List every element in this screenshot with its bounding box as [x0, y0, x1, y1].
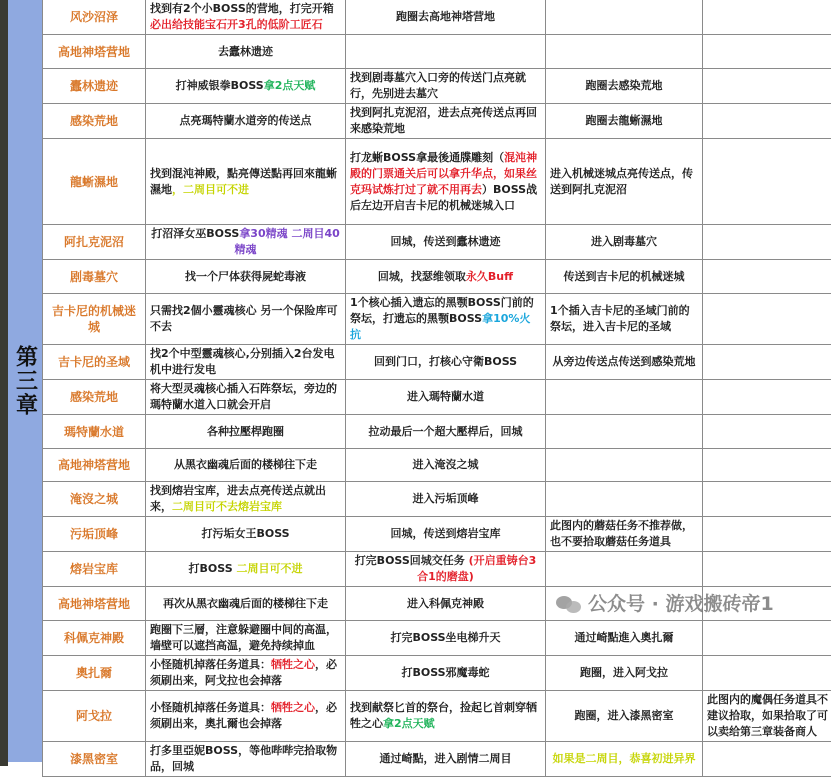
step-cell [546, 104, 703, 139]
location-cell: 吉卡尼的圣域 [43, 345, 146, 380]
location-cell: 高地神塔营地 [43, 587, 146, 621]
step-cell [703, 260, 831, 294]
location-cell: 阿戈拉 [43, 691, 146, 742]
highlight-text: 混沌神殿的门票通关后可以拿升华点，如果丝克玛试炼打过了就不用再去 [350, 151, 537, 196]
step-cell [146, 552, 346, 587]
step-cell [346, 552, 546, 587]
step-cell [703, 621, 831, 656]
highlight-text: 二周目可不去熔岩宝库 [172, 500, 282, 513]
step-cell [703, 104, 831, 139]
step-text: 进入淹沒之城 [413, 458, 479, 471]
step-text: 打龙蜥BOSS拿最後通牒雕刻（ [350, 151, 504, 164]
step-text: 打完BOSS坐电梯升天 [390, 631, 500, 644]
highlight-text: 如果是二周目，恭喜初进异界 [553, 752, 696, 765]
step-cell [546, 517, 703, 552]
highlight-text: 拿10%火抗 [350, 312, 530, 341]
step-text: 进入科佩克神殿 [407, 597, 484, 610]
step-text: 找到混沌神殿，點亮傳送點再回來龍蜥濕地 [150, 167, 337, 196]
step-text: 进入污垢顶峰 [413, 492, 479, 505]
step-text: 各种拉壓桿跑圈 [207, 425, 284, 438]
highlight-text: 永久Buff [466, 270, 513, 283]
table-row [43, 0, 831, 35]
step-text: 跑圈，进入阿戈拉 [580, 666, 668, 679]
table-row [43, 449, 831, 482]
step-cell [146, 691, 346, 742]
step-cell [346, 260, 546, 294]
table-row [43, 415, 831, 449]
step-cell [146, 0, 346, 35]
location-cell: 奧扎爾 [43, 656, 146, 691]
step-text: 找到阿扎克泥沼，进去点亮传送点再回来感染荒地 [350, 106, 537, 135]
table-row [43, 69, 831, 104]
table-row [43, 225, 831, 260]
step-cell [703, 0, 831, 35]
highlight-text: 牺牲之心 [271, 701, 315, 714]
step-cell [146, 69, 346, 104]
location-cell: 吉卡尼的机械迷城 [43, 294, 146, 345]
step-cell [346, 415, 546, 449]
step-cell [703, 294, 831, 345]
step-cell [546, 225, 703, 260]
table-row [43, 517, 831, 552]
step-cell [703, 587, 831, 621]
step-text: 回到门口，打核心守衛BOSS [374, 355, 517, 368]
highlight-text: ，二周目可不进 [172, 183, 249, 196]
step-cell [346, 482, 546, 517]
step-cell [703, 552, 831, 587]
step-cell [346, 380, 546, 415]
step-cell [703, 482, 831, 517]
highlight-text: 拿30精魂 二周目40精魂 [235, 227, 340, 256]
table-row [43, 260, 831, 294]
step-cell [146, 294, 346, 345]
location-cell: 熔岩宝库 [43, 552, 146, 587]
table-row [43, 345, 831, 380]
step-cell [546, 139, 703, 225]
step-text: 点亮瑪特蘭水道旁的传送点 [180, 114, 312, 127]
location-cell: 高地神塔营地 [43, 35, 146, 69]
step-cell [703, 656, 831, 691]
step-cell [146, 260, 346, 294]
step-cell [346, 139, 546, 225]
wechat-icon [556, 594, 582, 614]
step-cell [546, 587, 703, 621]
left-edge-strip [0, 0, 8, 766]
location-cell: 龍蜥濕地 [43, 139, 146, 225]
step-cell [703, 415, 831, 449]
step-text: 小怪随机掉落任务道具： [150, 701, 271, 714]
table-row [43, 691, 831, 742]
location-cell: 感染荒地 [43, 380, 146, 415]
step-cell [346, 104, 546, 139]
location-cell: 阿扎克泥沼 [43, 225, 146, 260]
step-text: 此图内的魔偶任务道具不建议拾取，如果拾取了可以卖给第三章装备商人 [707, 693, 828, 738]
step-cell [546, 345, 703, 380]
table-row [43, 35, 831, 69]
step-cell [146, 104, 346, 139]
step-text: 跑圈去高地神塔营地 [396, 10, 495, 23]
step-text: 打沼泽女巫BOSS [151, 227, 239, 240]
step-cell [146, 225, 346, 260]
highlight-text: 拿2点天赋 [383, 717, 435, 730]
step-text: 打污垢女王BOSS [201, 527, 289, 540]
step-text: 找一个尸体获得屍蛇毒液 [185, 270, 306, 283]
step-text: 跑圈下三層，注意躲避圈中间的高温，墙壁可以遮挡高温，避免持续掉血 [150, 623, 337, 652]
table-row [43, 656, 831, 691]
chapter-label: 第三章 [10, 345, 41, 417]
chapter-label-cell [8, 0, 43, 762]
step-cell [546, 380, 703, 415]
step-cell [703, 345, 831, 380]
step-text: 从旁边传送点传送到感染荒地 [553, 355, 696, 368]
table-row [43, 482, 831, 517]
location-cell: 科佩克神殿 [43, 621, 146, 656]
step-cell [703, 225, 831, 260]
step-cell [346, 621, 546, 656]
step-cell [346, 449, 546, 482]
location-cell: 风沙沼泽 [43, 0, 146, 35]
step-cell [346, 294, 546, 345]
step-cell [146, 742, 346, 777]
step-text: 跑圈，进入漆黑密室 [575, 709, 674, 722]
location-cell: 高地神塔营地 [43, 449, 146, 482]
location-cell: 漆黑密室 [43, 742, 146, 777]
location-cell: 蠹林遗迹 [43, 69, 146, 104]
step-cell [546, 621, 703, 656]
step-cell [546, 691, 703, 742]
step-text: ，必须刷出来，奧扎爾也会掉落 [150, 701, 337, 730]
step-cell [346, 225, 546, 260]
step-text: 将大型灵魂核心插入石阵祭坛，旁边的瑪特蘭水道入口就会开启 [150, 382, 337, 411]
step-text: 从黑衣幽魂后面的楼梯往下走 [174, 458, 317, 471]
step-cell [546, 294, 703, 345]
step-cell [546, 742, 703, 777]
step-text: 找到有2个小BOSS的营地，打完开箱 [150, 2, 334, 15]
step-text: 回城，传送到蠹林遗迹 [391, 235, 501, 248]
step-cell [703, 742, 831, 777]
step-text: 传送到吉卡尼的机械迷城 [564, 270, 685, 283]
step-cell [146, 35, 346, 69]
step-cell [546, 482, 703, 517]
step-cell [146, 517, 346, 552]
step-cell [146, 380, 346, 415]
step-text: 进入瑪特蘭水道 [407, 390, 484, 403]
step-text: 找到献祭匕首的祭台，捡起匕首刺穿牺牲之心 [350, 701, 537, 730]
step-cell [546, 69, 703, 104]
step-cell [546, 656, 703, 691]
step-text: 打BOSS [189, 562, 237, 575]
step-cell [546, 260, 703, 294]
step-text: 进入剧毒墓穴 [591, 235, 657, 248]
step-text: 打多里亞妮BOSS，等他哔哔完拾取物品，回城 [150, 744, 337, 773]
table-row [43, 380, 831, 415]
step-cell [546, 35, 703, 69]
step-cell [146, 656, 346, 691]
step-text: 1个插入吉卡尼的圣域门前的祭坛，进入吉卡尼的圣域 [550, 304, 690, 333]
step-cell [146, 449, 346, 482]
table-row [43, 587, 831, 621]
table-row [43, 294, 831, 345]
step-cell [346, 691, 546, 742]
step-cell [346, 69, 546, 104]
location-cell: 污垢顶峰 [43, 517, 146, 552]
step-text: 打完BOSS回城交任务 [355, 554, 469, 567]
step-cell [146, 482, 346, 517]
step-text: 通过崎點進入奧扎爾 [575, 631, 674, 644]
step-cell [146, 139, 346, 225]
step-cell [546, 552, 703, 587]
step-cell [703, 449, 831, 482]
table-row [43, 742, 831, 777]
highlight-text: 牺牲之心 [271, 658, 315, 671]
step-text: 小怪随机掉落任务道具： [150, 658, 271, 671]
step-cell [346, 0, 546, 35]
step-cell [703, 517, 831, 552]
step-cell [703, 35, 831, 69]
location-cell: 感染荒地 [43, 104, 146, 139]
step-cell [703, 691, 831, 742]
watermark-text: 公众号 · 游戏搬砖帝1 [588, 593, 774, 615]
table-row [43, 621, 831, 656]
step-cell [546, 415, 703, 449]
step-cell [346, 517, 546, 552]
highlight-text: 必出给技能宝石开3孔的低阶工匠石 [150, 18, 323, 31]
location-cell: 淹沒之城 [43, 482, 146, 517]
highlight-text: (开启重铸台3合1的磨盘) [417, 554, 536, 583]
step-text: 再次从黑衣幽魂后面的楼梯往下走 [163, 597, 328, 610]
step-text: 找到熔岩宝库，进去点亮传送点就出来， [150, 484, 326, 513]
step-cell [146, 621, 346, 656]
step-cell [346, 656, 546, 691]
step-text: ，必须刷出来，阿戈拉也会掉落 [150, 658, 337, 687]
highlight-text: 二周目可不进 [236, 562, 302, 575]
step-cell [546, 0, 703, 35]
step-text: 跑圈去感染荒地 [586, 79, 663, 92]
step-text: 去蠹林遗迹 [218, 45, 273, 58]
step-text: 跑圈去龍蜥濕地 [586, 114, 663, 127]
table-row [43, 104, 831, 139]
step-cell [146, 587, 346, 621]
step-text: 拉动最后一个超大壓桿后，回城 [369, 425, 523, 438]
step-text: 通过崎點，进入剧情二周目 [380, 752, 512, 765]
step-text: 打BOSS邪魔毒蛇 [401, 666, 489, 679]
step-cell [346, 345, 546, 380]
step-cell [346, 587, 546, 621]
step-cell [146, 415, 346, 449]
step-text: 1个核心插入遗忘的黑颚BOSS门前的祭坛，打遗忘的黑颚BOSS [350, 296, 534, 325]
location-cell: 瑪特蘭水道 [43, 415, 146, 449]
step-text: 打神威银拳BOSS [176, 79, 264, 92]
highlight-text: 拿2点天赋 [264, 79, 316, 92]
step-cell [703, 139, 831, 225]
step-cell [546, 449, 703, 482]
step-text: 进入机械迷城点亮传送点，传送到阿扎克泥沼 [550, 167, 693, 196]
step-text: 回城，找瑟维领取 [378, 270, 466, 283]
step-text: 此图内的蘑菇任务不推荐做，也不要拾取蘑菇任务道具 [550, 519, 693, 548]
step-cell [703, 380, 831, 415]
step-text: 找到剧毒墓穴入口旁的传送门点亮就行，先别进去墓穴 [350, 71, 526, 100]
step-cell [346, 742, 546, 777]
location-cell: 剧毒墓穴 [43, 260, 146, 294]
step-text: 只需找2個小靈魂核心 另一个保险库可不去 [150, 304, 337, 333]
step-text: ）BOSS战后左边开启吉卡尼的机械迷城入口 [350, 183, 537, 212]
walkthrough-table [42, 0, 831, 777]
table-row [43, 139, 831, 225]
step-text: 找2个中型靈魂核心,分别插入2台发电机中进行发电 [150, 347, 335, 376]
step-text: 回城，传送到熔岩宝库 [391, 527, 501, 540]
step-cell [146, 345, 346, 380]
step-cell [346, 35, 546, 69]
step-cell [703, 69, 831, 104]
table-row [43, 552, 831, 587]
